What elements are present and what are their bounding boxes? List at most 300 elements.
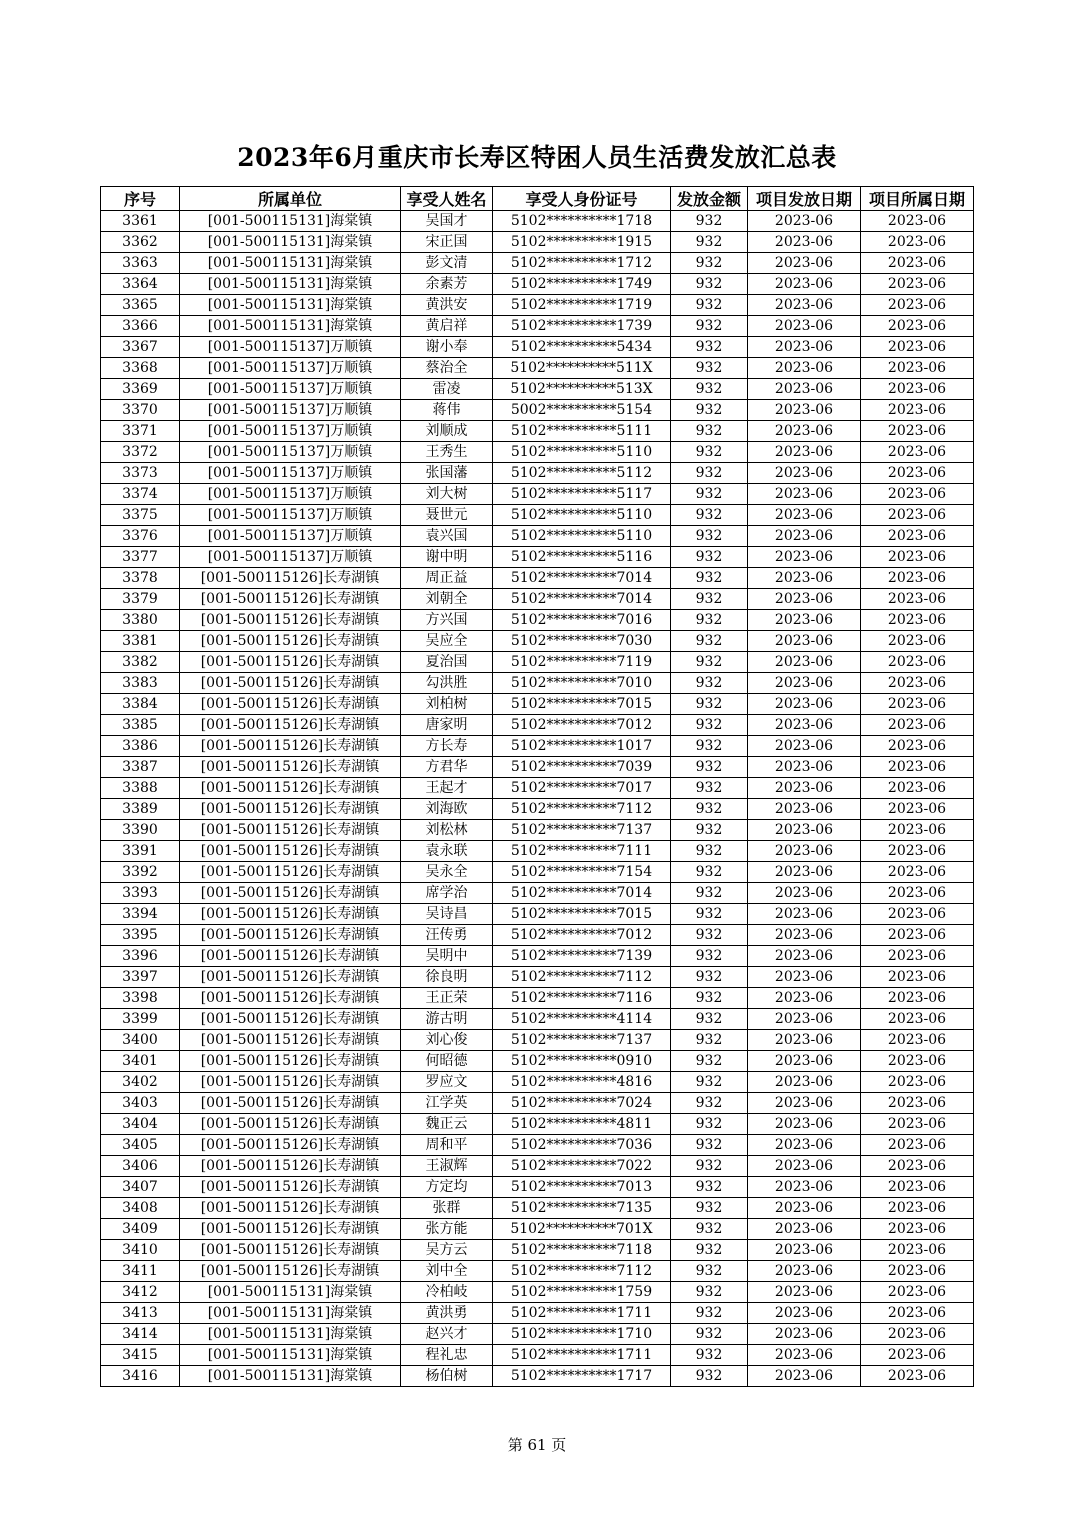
cell-unit: [001-500115126]长寿湖镇 xyxy=(180,925,401,946)
table-row xyxy=(101,652,974,673)
cell-id-number: 5102**********7017 xyxy=(493,778,671,799)
cell-amount: 932 xyxy=(671,841,748,862)
cell-issue-date: 2023-06 xyxy=(748,841,861,862)
cell-period-date: 2023-06 xyxy=(861,1240,974,1261)
cell-unit: [001-500115131]海棠镇 xyxy=(180,1303,401,1324)
cell-id-number: 5102**********0910 xyxy=(493,1051,671,1072)
cell-issue-date: 2023-06 xyxy=(748,1030,861,1051)
table-row xyxy=(101,484,974,505)
cell-period-date: 2023-06 xyxy=(861,589,974,610)
cell-period-date: 2023-06 xyxy=(861,1093,974,1114)
cell-id-number: 5102**********7024 xyxy=(493,1093,671,1114)
cell-issue-date: 2023-06 xyxy=(748,463,861,484)
cell-unit: [001-500115126]长寿湖镇 xyxy=(180,757,401,778)
cell-issue-date: 2023-06 xyxy=(748,358,861,379)
cell-unit: [001-500115131]海棠镇 xyxy=(180,295,401,316)
cell-id-number: 5102**********5434 xyxy=(493,337,671,358)
table-row xyxy=(101,232,974,253)
cell-unit: [001-500115137]万顺镇 xyxy=(180,484,401,505)
cell-amount: 932 xyxy=(671,1135,748,1156)
table-row xyxy=(101,946,974,967)
cell-recipient-name: 王起才 xyxy=(401,778,493,799)
cell-unit: [001-500115137]万顺镇 xyxy=(180,505,401,526)
cell-amount: 932 xyxy=(671,904,748,925)
table-body xyxy=(101,211,974,1387)
cell-serial-no: 3387 xyxy=(101,757,180,778)
cell-serial-no: 3388 xyxy=(101,778,180,799)
table-row xyxy=(101,631,974,652)
cell-unit: [001-500115126]长寿湖镇 xyxy=(180,1198,401,1219)
cell-issue-date: 2023-06 xyxy=(748,1303,861,1324)
cell-recipient-name: 冷柏岐 xyxy=(401,1282,493,1303)
cell-amount: 932 xyxy=(671,1093,748,1114)
table-row xyxy=(101,1009,974,1030)
cell-issue-date: 2023-06 xyxy=(748,400,861,421)
cell-recipient-name: 刘海欧 xyxy=(401,799,493,820)
cell-amount: 932 xyxy=(671,1030,748,1051)
cell-amount: 932 xyxy=(671,463,748,484)
cell-serial-no: 3367 xyxy=(101,337,180,358)
cell-issue-date: 2023-06 xyxy=(748,988,861,1009)
cell-unit: [001-500115126]长寿湖镇 xyxy=(180,1240,401,1261)
cell-recipient-name: 赵兴才 xyxy=(401,1324,493,1345)
cell-id-number: 5102**********7010 xyxy=(493,673,671,694)
table-row xyxy=(101,211,974,232)
cell-issue-date: 2023-06 xyxy=(748,1219,861,1240)
cell-issue-date: 2023-06 xyxy=(748,1009,861,1030)
table-row xyxy=(101,799,974,820)
cell-amount: 932 xyxy=(671,1051,748,1072)
header-unit: 所属单位 xyxy=(180,187,401,211)
cell-unit: [001-500115131]海棠镇 xyxy=(180,1345,401,1366)
cell-unit: [001-500115137]万顺镇 xyxy=(180,337,401,358)
table-row xyxy=(101,463,974,484)
cell-recipient-name: 刘心俊 xyxy=(401,1030,493,1051)
cell-unit: [001-500115126]长寿湖镇 xyxy=(180,1219,401,1240)
cell-amount: 932 xyxy=(671,274,748,295)
table-row xyxy=(101,988,974,1009)
cell-unit: [001-500115126]长寿湖镇 xyxy=(180,694,401,715)
cell-amount: 932 xyxy=(671,799,748,820)
cell-period-date: 2023-06 xyxy=(861,673,974,694)
table-row xyxy=(101,736,974,757)
cell-serial-no: 3403 xyxy=(101,1093,180,1114)
cell-recipient-name: 方兴国 xyxy=(401,610,493,631)
cell-unit: [001-500115137]万顺镇 xyxy=(180,547,401,568)
cell-issue-date: 2023-06 xyxy=(748,1072,861,1093)
cell-serial-no: 3409 xyxy=(101,1219,180,1240)
cell-recipient-name: 蒋伟 xyxy=(401,400,493,421)
cell-id-number: 5102**********4114 xyxy=(493,1009,671,1030)
cell-id-number: 5102**********7012 xyxy=(493,715,671,736)
cell-serial-no: 3410 xyxy=(101,1240,180,1261)
cell-issue-date: 2023-06 xyxy=(748,610,861,631)
cell-issue-date: 2023-06 xyxy=(748,967,861,988)
cell-unit: [001-500115126]长寿湖镇 xyxy=(180,715,401,736)
cell-issue-date: 2023-06 xyxy=(748,757,861,778)
cell-amount: 932 xyxy=(671,610,748,631)
cell-id-number: 5102**********7014 xyxy=(493,568,671,589)
cell-amount: 932 xyxy=(671,1177,748,1198)
cell-unit: [001-500115126]长寿湖镇 xyxy=(180,1156,401,1177)
cell-unit: [001-500115126]长寿湖镇 xyxy=(180,988,401,1009)
cell-recipient-name: 周正益 xyxy=(401,568,493,589)
cell-id-number: 5102**********7014 xyxy=(493,883,671,904)
cell-serial-no: 3396 xyxy=(101,946,180,967)
page-number: 第 61 页 xyxy=(507,1436,567,1454)
cell-serial-no: 3397 xyxy=(101,967,180,988)
cell-id-number: 5102**********1717 xyxy=(493,1366,671,1387)
cell-recipient-name: 刘顺成 xyxy=(401,421,493,442)
cell-serial-no: 3376 xyxy=(101,526,180,547)
cell-serial-no: 3390 xyxy=(101,820,180,841)
cell-period-date: 2023-06 xyxy=(861,862,974,883)
cell-amount: 932 xyxy=(671,673,748,694)
table-row xyxy=(101,883,974,904)
cell-period-date: 2023-06 xyxy=(861,568,974,589)
cell-recipient-name: 徐良明 xyxy=(401,967,493,988)
cell-amount: 932 xyxy=(671,1219,748,1240)
cell-id-number: 5102**********5112 xyxy=(493,463,671,484)
table-row xyxy=(101,1261,974,1282)
cell-unit: [001-500115126]长寿湖镇 xyxy=(180,841,401,862)
table-row xyxy=(101,379,974,400)
cell-unit: [001-500115126]长寿湖镇 xyxy=(180,736,401,757)
cell-amount: 932 xyxy=(671,694,748,715)
cell-amount: 932 xyxy=(671,967,748,988)
cell-serial-no: 3400 xyxy=(101,1030,180,1051)
cell-id-number: 5102**********1718 xyxy=(493,211,671,232)
cell-id-number: 5102**********5110 xyxy=(493,442,671,463)
cell-issue-date: 2023-06 xyxy=(748,883,861,904)
cell-period-date: 2023-06 xyxy=(861,1114,974,1135)
cell-id-number: 5102**********7118 xyxy=(493,1240,671,1261)
cell-period-date: 2023-06 xyxy=(861,526,974,547)
cell-recipient-name: 刘中全 xyxy=(401,1261,493,1282)
cell-serial-no: 3369 xyxy=(101,379,180,400)
cell-serial-no: 3380 xyxy=(101,610,180,631)
cell-recipient-name: 方定均 xyxy=(401,1177,493,1198)
table-row xyxy=(101,1114,974,1135)
cell-recipient-name: 张国藩 xyxy=(401,463,493,484)
cell-period-date: 2023-06 xyxy=(861,967,974,988)
cell-unit: [001-500115131]海棠镇 xyxy=(180,1282,401,1303)
cell-recipient-name: 吴明中 xyxy=(401,946,493,967)
cell-amount: 932 xyxy=(671,337,748,358)
cell-amount: 932 xyxy=(671,211,748,232)
cell-serial-no: 3386 xyxy=(101,736,180,757)
cell-period-date: 2023-06 xyxy=(861,1177,974,1198)
cell-recipient-name: 勾洪胜 xyxy=(401,673,493,694)
cell-serial-no: 3405 xyxy=(101,1135,180,1156)
cell-unit: [001-500115131]海棠镇 xyxy=(180,211,401,232)
cell-issue-date: 2023-06 xyxy=(748,694,861,715)
cell-issue-date: 2023-06 xyxy=(748,862,861,883)
cell-unit: [001-500115137]万顺镇 xyxy=(180,421,401,442)
cell-serial-no: 3364 xyxy=(101,274,180,295)
cell-serial-no: 3401 xyxy=(101,1051,180,1072)
cell-period-date: 2023-06 xyxy=(861,253,974,274)
cell-period-date: 2023-06 xyxy=(861,778,974,799)
cell-issue-date: 2023-06 xyxy=(748,715,861,736)
cell-recipient-name: 刘柏树 xyxy=(401,694,493,715)
cell-unit: [001-500115126]长寿湖镇 xyxy=(180,1072,401,1093)
cell-recipient-name: 夏治国 xyxy=(401,652,493,673)
table-row xyxy=(101,337,974,358)
cell-amount: 932 xyxy=(671,484,748,505)
table-row xyxy=(101,253,974,274)
table-row xyxy=(101,568,974,589)
cell-id-number: 5102**********7154 xyxy=(493,862,671,883)
cell-serial-no: 3407 xyxy=(101,1177,180,1198)
cell-period-date: 2023-06 xyxy=(861,631,974,652)
cell-amount: 932 xyxy=(671,1345,748,1366)
cell-recipient-name: 聂世元 xyxy=(401,505,493,526)
cell-amount: 932 xyxy=(671,1009,748,1030)
cell-recipient-name: 蔡治全 xyxy=(401,358,493,379)
cell-recipient-name: 罗应文 xyxy=(401,1072,493,1093)
cell-serial-no: 3370 xyxy=(101,400,180,421)
cell-amount: 932 xyxy=(671,1261,748,1282)
cell-serial-no: 3395 xyxy=(101,925,180,946)
cell-issue-date: 2023-06 xyxy=(748,652,861,673)
cell-issue-date: 2023-06 xyxy=(748,1198,861,1219)
table-row xyxy=(101,862,974,883)
cell-issue-date: 2023-06 xyxy=(748,799,861,820)
cell-amount: 932 xyxy=(671,379,748,400)
cell-serial-no: 3411 xyxy=(101,1261,180,1282)
cell-serial-no: 3416 xyxy=(101,1366,180,1387)
cell-serial-no: 3373 xyxy=(101,463,180,484)
cell-id-number: 5102**********7030 xyxy=(493,631,671,652)
table-header-row xyxy=(101,187,974,211)
page-title: 2023年6月重庆市长寿区特困人员生活费发放汇总表 xyxy=(237,143,837,172)
cell-period-date: 2023-06 xyxy=(861,715,974,736)
cell-unit: [001-500115131]海棠镇 xyxy=(180,1324,401,1345)
cell-period-date: 2023-06 xyxy=(861,904,974,925)
cell-period-date: 2023-06 xyxy=(861,1030,974,1051)
cell-issue-date: 2023-06 xyxy=(748,736,861,757)
cell-issue-date: 2023-06 xyxy=(748,547,861,568)
table-row xyxy=(101,400,974,421)
table-row xyxy=(101,589,974,610)
cell-unit: [001-500115126]长寿湖镇 xyxy=(180,799,401,820)
cell-period-date: 2023-06 xyxy=(861,946,974,967)
cell-serial-no: 3365 xyxy=(101,295,180,316)
cell-issue-date: 2023-06 xyxy=(748,211,861,232)
cell-unit: [001-500115126]长寿湖镇 xyxy=(180,1093,401,1114)
cell-serial-no: 3377 xyxy=(101,547,180,568)
cell-amount: 932 xyxy=(671,232,748,253)
cell-amount: 932 xyxy=(671,757,748,778)
table-row xyxy=(101,316,974,337)
cell-serial-no: 3415 xyxy=(101,1345,180,1366)
table-row xyxy=(101,694,974,715)
cell-id-number: 5102**********701X xyxy=(493,1219,671,1240)
cell-issue-date: 2023-06 xyxy=(748,316,861,337)
table-row xyxy=(101,673,974,694)
cell-amount: 932 xyxy=(671,547,748,568)
cell-serial-no: 3379 xyxy=(101,589,180,610)
cell-issue-date: 2023-06 xyxy=(748,1282,861,1303)
cell-issue-date: 2023-06 xyxy=(748,505,861,526)
cell-id-number: 5002**********5154 xyxy=(493,400,671,421)
cell-serial-no: 3382 xyxy=(101,652,180,673)
table-row xyxy=(101,547,974,568)
cell-id-number: 5102**********5110 xyxy=(493,526,671,547)
cell-issue-date: 2023-06 xyxy=(748,631,861,652)
cell-recipient-name: 袁兴国 xyxy=(401,526,493,547)
table-row xyxy=(101,505,974,526)
cell-serial-no: 3399 xyxy=(101,1009,180,1030)
cell-recipient-name: 余素芳 xyxy=(401,274,493,295)
cell-unit: [001-500115126]长寿湖镇 xyxy=(180,652,401,673)
header-serial-no: 序号 xyxy=(101,187,180,211)
cell-id-number: 5102**********7014 xyxy=(493,589,671,610)
cell-id-number: 5102**********1017 xyxy=(493,736,671,757)
table-row xyxy=(101,1177,974,1198)
cell-period-date: 2023-06 xyxy=(861,337,974,358)
cell-issue-date: 2023-06 xyxy=(748,1345,861,1366)
cell-period-date: 2023-06 xyxy=(861,1051,974,1072)
cell-id-number: 5102**********1915 xyxy=(493,232,671,253)
cell-unit: [001-500115126]长寿湖镇 xyxy=(180,778,401,799)
cell-serial-no: 3402 xyxy=(101,1072,180,1093)
cell-recipient-name: 吴国才 xyxy=(401,211,493,232)
cell-unit: [001-500115137]万顺镇 xyxy=(180,379,401,400)
cell-period-date: 2023-06 xyxy=(861,1345,974,1366)
cell-id-number: 5102**********1712 xyxy=(493,253,671,274)
cell-unit: [001-500115126]长寿湖镇 xyxy=(180,1261,401,1282)
cell-unit: [001-500115137]万顺镇 xyxy=(180,400,401,421)
cell-amount: 932 xyxy=(671,400,748,421)
cell-period-date: 2023-06 xyxy=(861,211,974,232)
cell-id-number: 5102**********7112 xyxy=(493,967,671,988)
cell-unit: [001-500115126]长寿湖镇 xyxy=(180,1135,401,1156)
header-period-date: 项目所属日期 xyxy=(861,187,974,211)
table-row xyxy=(101,1051,974,1072)
cell-serial-no: 3361 xyxy=(101,211,180,232)
cell-recipient-name: 周和平 xyxy=(401,1135,493,1156)
cell-serial-no: 3381 xyxy=(101,631,180,652)
cell-unit: [001-500115126]长寿湖镇 xyxy=(180,589,401,610)
cell-amount: 932 xyxy=(671,568,748,589)
table-row xyxy=(101,841,974,862)
table-row xyxy=(101,1156,974,1177)
cell-recipient-name: 魏正云 xyxy=(401,1114,493,1135)
cell-recipient-name: 宋正国 xyxy=(401,232,493,253)
cell-period-date: 2023-06 xyxy=(861,358,974,379)
cell-period-date: 2023-06 xyxy=(861,1303,974,1324)
cell-issue-date: 2023-06 xyxy=(748,673,861,694)
cell-recipient-name: 黄洪安 xyxy=(401,295,493,316)
cell-period-date: 2023-06 xyxy=(861,421,974,442)
cell-id-number: 5102**********1710 xyxy=(493,1324,671,1345)
cell-unit: [001-500115137]万顺镇 xyxy=(180,463,401,484)
cell-unit: [001-500115126]长寿湖镇 xyxy=(180,1114,401,1135)
cell-amount: 932 xyxy=(671,1198,748,1219)
cell-recipient-name: 谢中明 xyxy=(401,547,493,568)
cell-recipient-name: 席学治 xyxy=(401,883,493,904)
cell-amount: 932 xyxy=(671,421,748,442)
cell-serial-no: 3378 xyxy=(101,568,180,589)
cell-recipient-name: 刘松林 xyxy=(401,820,493,841)
cell-period-date: 2023-06 xyxy=(861,400,974,421)
cell-unit: [001-500115126]长寿湖镇 xyxy=(180,568,401,589)
cell-amount: 932 xyxy=(671,1072,748,1093)
cell-amount: 932 xyxy=(671,1282,748,1303)
cell-amount: 932 xyxy=(671,1303,748,1324)
cell-id-number: 5102**********1739 xyxy=(493,316,671,337)
cell-id-number: 5102**********1719 xyxy=(493,295,671,316)
cell-serial-no: 3371 xyxy=(101,421,180,442)
table-row xyxy=(101,967,974,988)
cell-id-number: 5102**********7013 xyxy=(493,1177,671,1198)
cell-serial-no: 3366 xyxy=(101,316,180,337)
cell-id-number: 5102**********4811 xyxy=(493,1114,671,1135)
cell-recipient-name: 游古明 xyxy=(401,1009,493,1030)
cell-issue-date: 2023-06 xyxy=(748,1324,861,1345)
cell-unit: [001-500115126]长寿湖镇 xyxy=(180,1051,401,1072)
cell-period-date: 2023-06 xyxy=(861,484,974,505)
table-row xyxy=(101,1366,974,1387)
cell-recipient-name: 吴诗昌 xyxy=(401,904,493,925)
cell-unit: [001-500115126]长寿湖镇 xyxy=(180,904,401,925)
cell-amount: 932 xyxy=(671,316,748,337)
cell-serial-no: 3392 xyxy=(101,862,180,883)
cell-issue-date: 2023-06 xyxy=(748,1051,861,1072)
cell-issue-date: 2023-06 xyxy=(748,442,861,463)
cell-unit: [001-500115126]长寿湖镇 xyxy=(180,631,401,652)
cell-recipient-name: 方君华 xyxy=(401,757,493,778)
cell-amount: 932 xyxy=(671,883,748,904)
cell-id-number: 5102**********7116 xyxy=(493,988,671,1009)
cell-recipient-name: 谢小奉 xyxy=(401,337,493,358)
cell-period-date: 2023-06 xyxy=(861,1072,974,1093)
cell-recipient-name: 江学英 xyxy=(401,1093,493,1114)
cell-issue-date: 2023-06 xyxy=(748,778,861,799)
cell-recipient-name: 杨伯树 xyxy=(401,1366,493,1387)
cell-issue-date: 2023-06 xyxy=(748,232,861,253)
cell-period-date: 2023-06 xyxy=(861,295,974,316)
cell-recipient-name: 王淑辉 xyxy=(401,1156,493,1177)
cell-id-number: 5102**********4816 xyxy=(493,1072,671,1093)
table-row xyxy=(101,778,974,799)
cell-amount: 932 xyxy=(671,589,748,610)
cell-recipient-name: 张方能 xyxy=(401,1219,493,1240)
table-row xyxy=(101,820,974,841)
cell-recipient-name: 袁永联 xyxy=(401,841,493,862)
cell-recipient-name: 黄洪勇 xyxy=(401,1303,493,1324)
cell-unit: [001-500115126]长寿湖镇 xyxy=(180,1009,401,1030)
cell-id-number: 5102**********7112 xyxy=(493,1261,671,1282)
cell-id-number: 5102**********513X xyxy=(493,379,671,400)
cell-amount: 932 xyxy=(671,505,748,526)
table-row xyxy=(101,1345,974,1366)
cell-serial-no: 3398 xyxy=(101,988,180,1009)
cell-id-number: 5102**********7119 xyxy=(493,652,671,673)
cell-period-date: 2023-06 xyxy=(861,736,974,757)
cell-issue-date: 2023-06 xyxy=(748,1177,861,1198)
cell-issue-date: 2023-06 xyxy=(748,421,861,442)
cell-id-number: 5102**********7015 xyxy=(493,694,671,715)
cell-unit: [001-500115126]长寿湖镇 xyxy=(180,946,401,967)
cell-issue-date: 2023-06 xyxy=(748,337,861,358)
table-row xyxy=(101,421,974,442)
table-row xyxy=(101,1240,974,1261)
cell-period-date: 2023-06 xyxy=(861,316,974,337)
cell-issue-date: 2023-06 xyxy=(748,1156,861,1177)
